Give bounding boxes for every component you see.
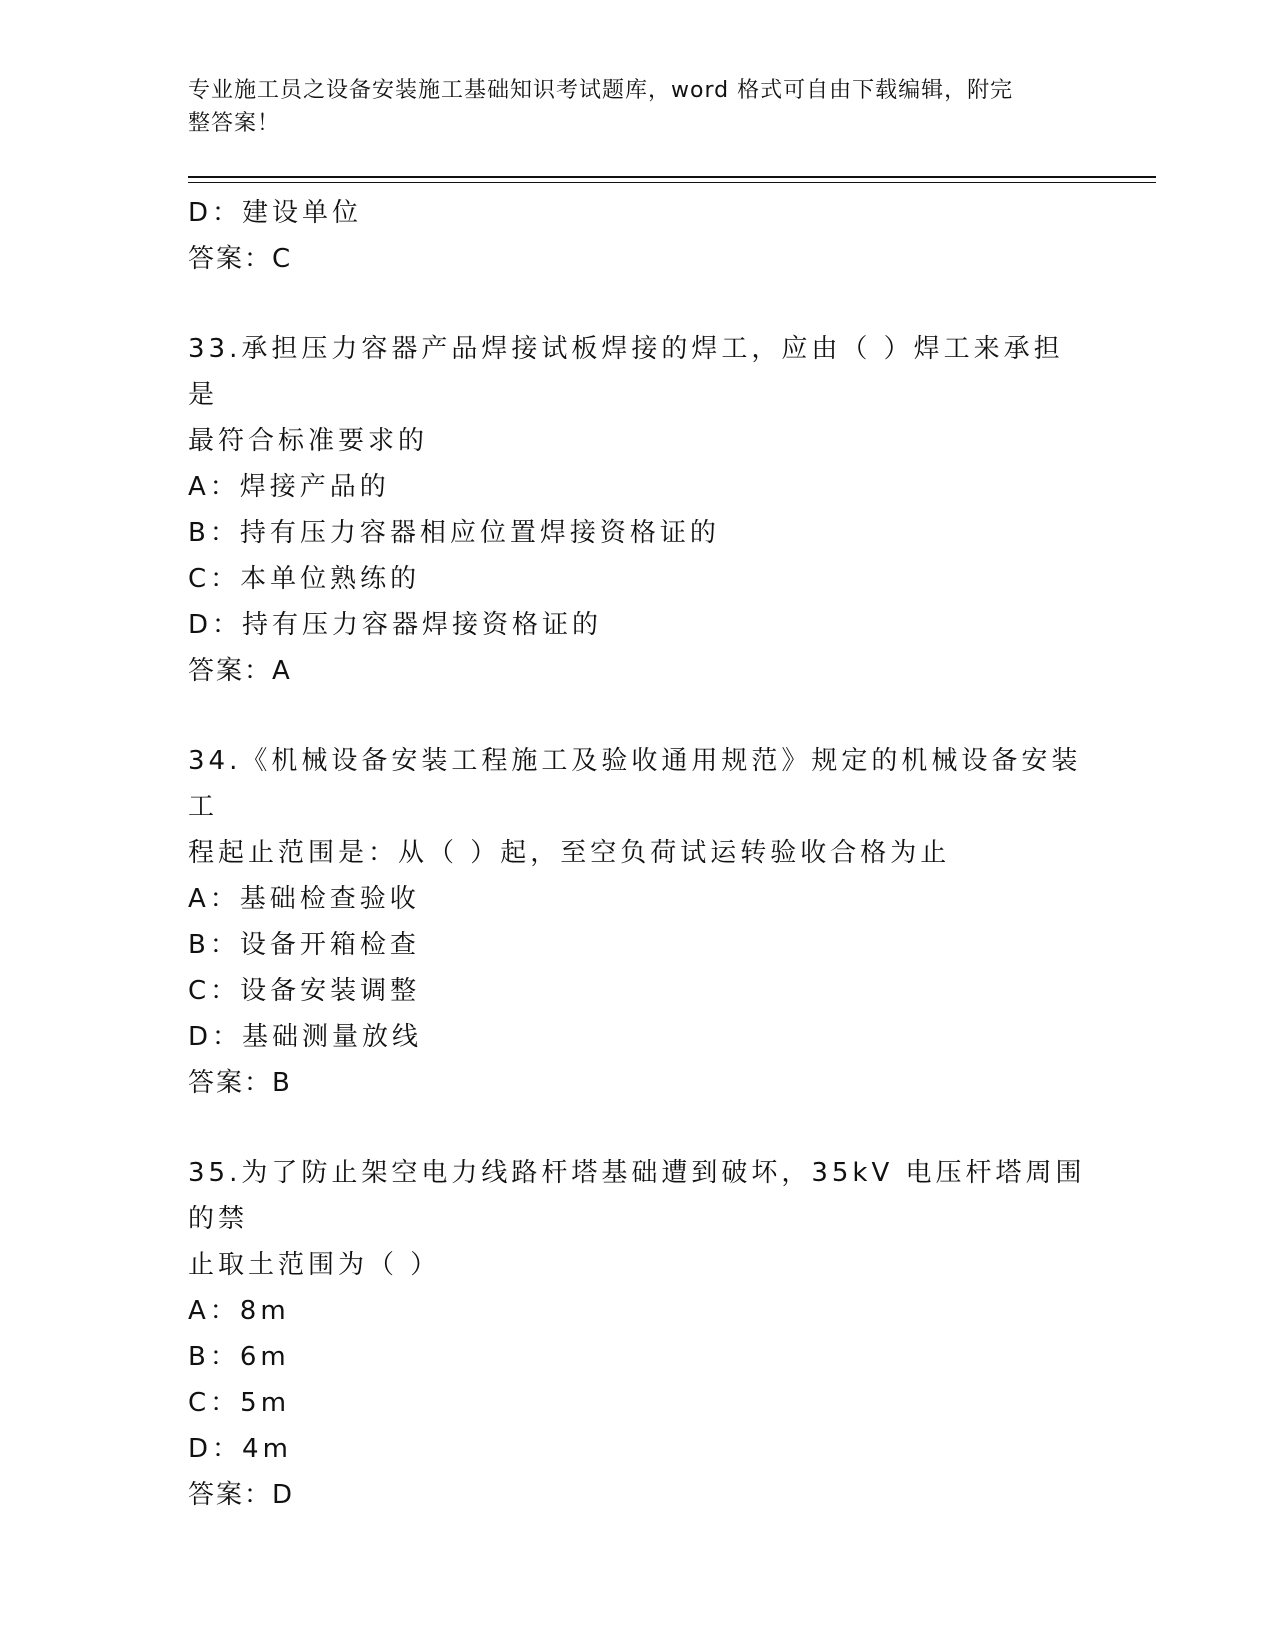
- answer-line: 答案：C: [188, 244, 293, 274]
- question-34: [188, 738, 1088, 1106]
- question-stem-line-2: 最符合标准要求的: [188, 426, 429, 456]
- option-c: C：设备安装调整: [188, 976, 421, 1006]
- answer-line: 答案：D: [188, 1480, 295, 1510]
- option-c: C：5m: [188, 1388, 291, 1418]
- header-line-2: 整答案！: [188, 111, 281, 136]
- question-stem-line-1: 33.承担压力容器产品焊接试板焊接的焊工，应由（ ）焊工来承担是: [188, 334, 1064, 410]
- header-divider-thin: [188, 182, 1156, 183]
- option-a: A：基础检查验收: [188, 884, 420, 914]
- question-stem-line-2: 程起止范围是：从（ ）起，至空负荷试运转验收合格为止: [188, 838, 951, 868]
- option-d: D：4m: [188, 1434, 292, 1464]
- document-header: [188, 74, 1068, 140]
- question-33: [188, 326, 1088, 694]
- question-list: [188, 190, 1088, 1518]
- question-35: [188, 1150, 1088, 1518]
- header-line-1: 专业施工员之设备安装施工基础知识考试题库，word 格式可自由下载编辑，附完: [188, 78, 1014, 103]
- question-stem-line-1: 35.为了防止架空电力线路杆塔基础遭到破坏，35kV 电压杆塔周围的禁: [188, 1158, 1086, 1234]
- question-stem-line-1: 34.《机械设备安装工程施工及验收通用规范》规定的机械设备安装工: [188, 746, 1082, 822]
- answer-line: 答案：B: [188, 1068, 292, 1098]
- option-a: A：焊接产品的: [188, 472, 390, 502]
- option-d: D：持有压力容器焊接资格证的: [188, 610, 603, 640]
- option-a: A：8m: [188, 1296, 290, 1326]
- option-c: C：本单位熟练的: [188, 564, 421, 594]
- option-b: B：设备开箱检查: [188, 930, 420, 960]
- option-b: B：6m: [188, 1342, 290, 1372]
- previous-question-tail: [188, 190, 1088, 282]
- option-d: D：基础测量放线: [188, 1022, 423, 1052]
- header-divider-thick: [188, 176, 1156, 178]
- question-stem-line-2: 止取土范围为（ ）: [188, 1250, 441, 1280]
- answer-line: 答案：A: [188, 656, 292, 686]
- option-b: B：持有压力容器相应位置焊接资格证的: [188, 518, 720, 548]
- option-d: D：建设单位: [188, 198, 363, 228]
